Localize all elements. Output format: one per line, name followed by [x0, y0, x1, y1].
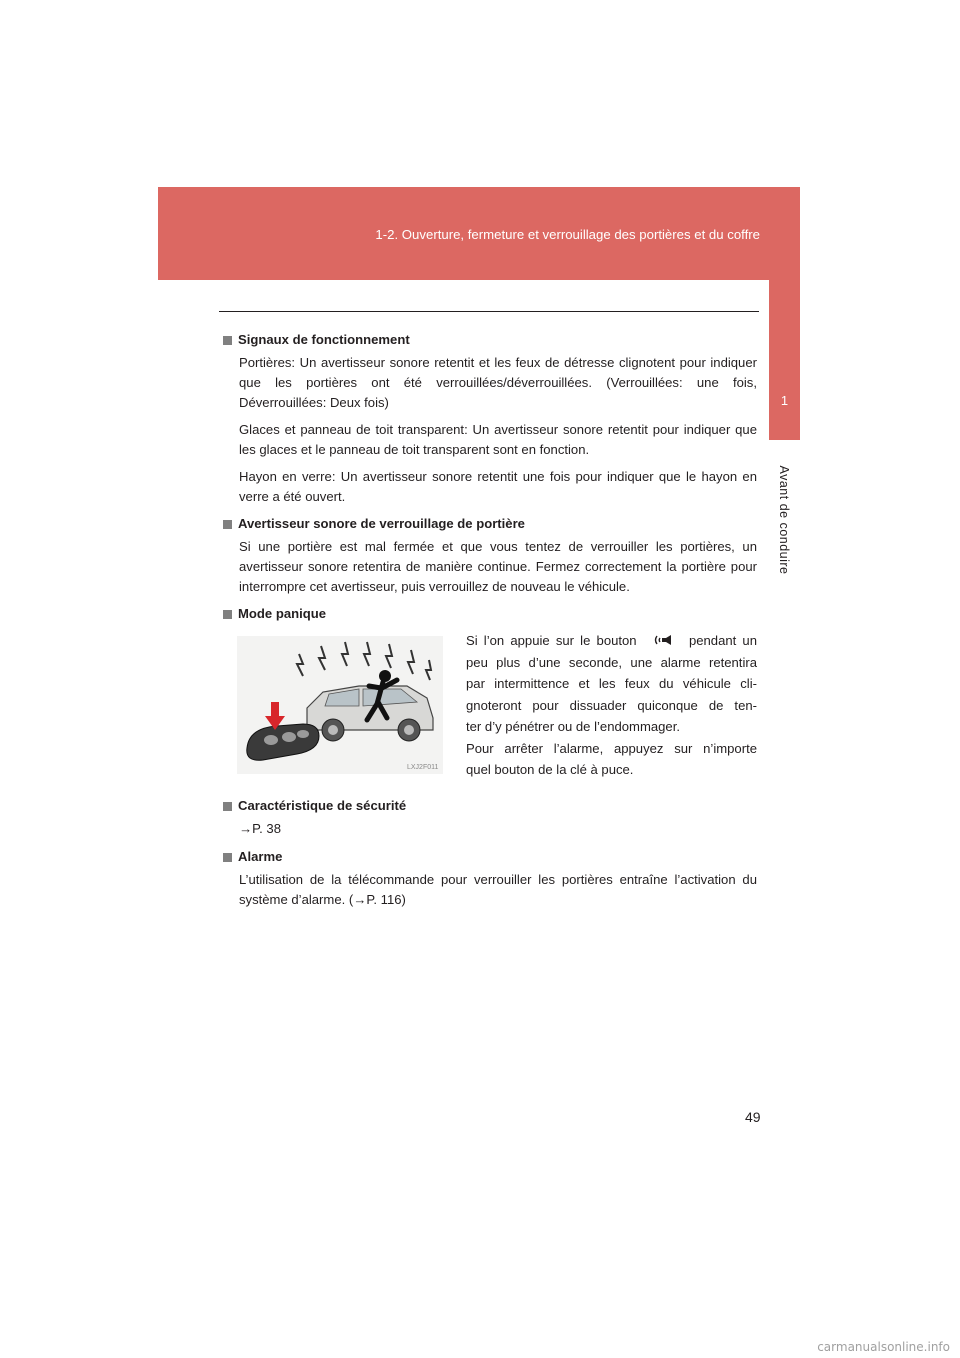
paragraph: Glaces et panneau de toit transparent: Un avertisseur sonore retentit pour indiquer que les glaces et le panneau de toit transparent sont en fonction. — [239, 422, 757, 457]
panic-description — [466, 630, 757, 781]
text-line: Pour arrêter l’alarme, appuyez sur n’importe — [466, 740, 757, 756]
image-code: LXJ2F011 — [407, 764, 439, 771]
heading-text: Alarme — [238, 849, 283, 864]
text-line: ter d’y pénétrer ou de l’endommager. — [466, 719, 680, 734]
panic-horn-icon — [643, 633, 683, 647]
section-title: 1-2. Ouverture, fermeture et verrouillage des portières et du coffre — [375, 227, 760, 242]
panic-illustration — [237, 636, 443, 774]
header-rule — [219, 311, 759, 312]
car-alarm-illustration — [237, 636, 443, 774]
paragraph: Portières: Un avertisseur sonore retentit et les feux de détresse clignotent pour indiquer que les portières ont été verrouillées/déverrouillées. (Verrouillées: une fois, Déverrouillées: Deux fois) — [239, 355, 757, 410]
chapter-label: Avant de conduire — [777, 465, 791, 575]
heading-text: Mode panique — [238, 606, 327, 621]
text-line: peu plus d’une seconde, une alarme retentira — [466, 654, 757, 670]
heading-avertisseur — [223, 514, 757, 534]
paragraph: Hayon en verre: Un avertisseur sonore retentit une fois pour indiquer que le hayon en verre a été ouvert. — [239, 469, 757, 504]
heading-panique — [223, 604, 757, 624]
heading-signaux — [223, 330, 757, 350]
text-line: quel bouton de la clé à puce. — [466, 762, 634, 777]
page-reference: →P. 38 — [239, 821, 281, 836]
header-band — [158, 187, 800, 280]
panic-mode-block — [223, 630, 757, 790]
bullet-square-icon — [223, 336, 232, 345]
text-line: gnoteront pour dissuader quiconque de ten- — [466, 697, 757, 713]
heading-text: Signaux de fonctionnement — [238, 332, 410, 347]
text-line: Si l’on appuie sur le bouton pendant un — [466, 633, 757, 648]
heading-securite — [223, 796, 757, 816]
heading-alarme — [223, 847, 757, 867]
page-number: 49 — [745, 1109, 761, 1125]
chapter-tab — [769, 280, 800, 440]
bullet-square-icon — [223, 853, 232, 862]
bullet-square-icon — [223, 610, 232, 619]
bullet-square-icon — [223, 520, 232, 529]
text-line: par intermittence et les feux du véhicule cli- — [466, 676, 757, 691]
page-content — [223, 330, 757, 917]
heading-text: Avertisseur sonore de verrouillage de portière — [238, 516, 525, 531]
watermark: carmanualsonline.info — [817, 1340, 950, 1354]
bullet-square-icon — [223, 802, 232, 811]
heading-text: Caractéristique de sécurité — [238, 798, 407, 813]
paragraph: L’utilisation de la télécommande pour verrouiller les portières entraîne l’activation du système d’alarme. (→P. 116) — [239, 872, 757, 907]
chapter-number: 1 — [780, 393, 789, 408]
paragraph: Si une portière est mal fermée et que vous tentez de verrouiller les portières, un avertisseur sonore retentira de manière continue. Fermez correctement la portière pour interrompre cet avertisseur, puis verrouillez de nouveau le véhicule. — [239, 539, 757, 594]
